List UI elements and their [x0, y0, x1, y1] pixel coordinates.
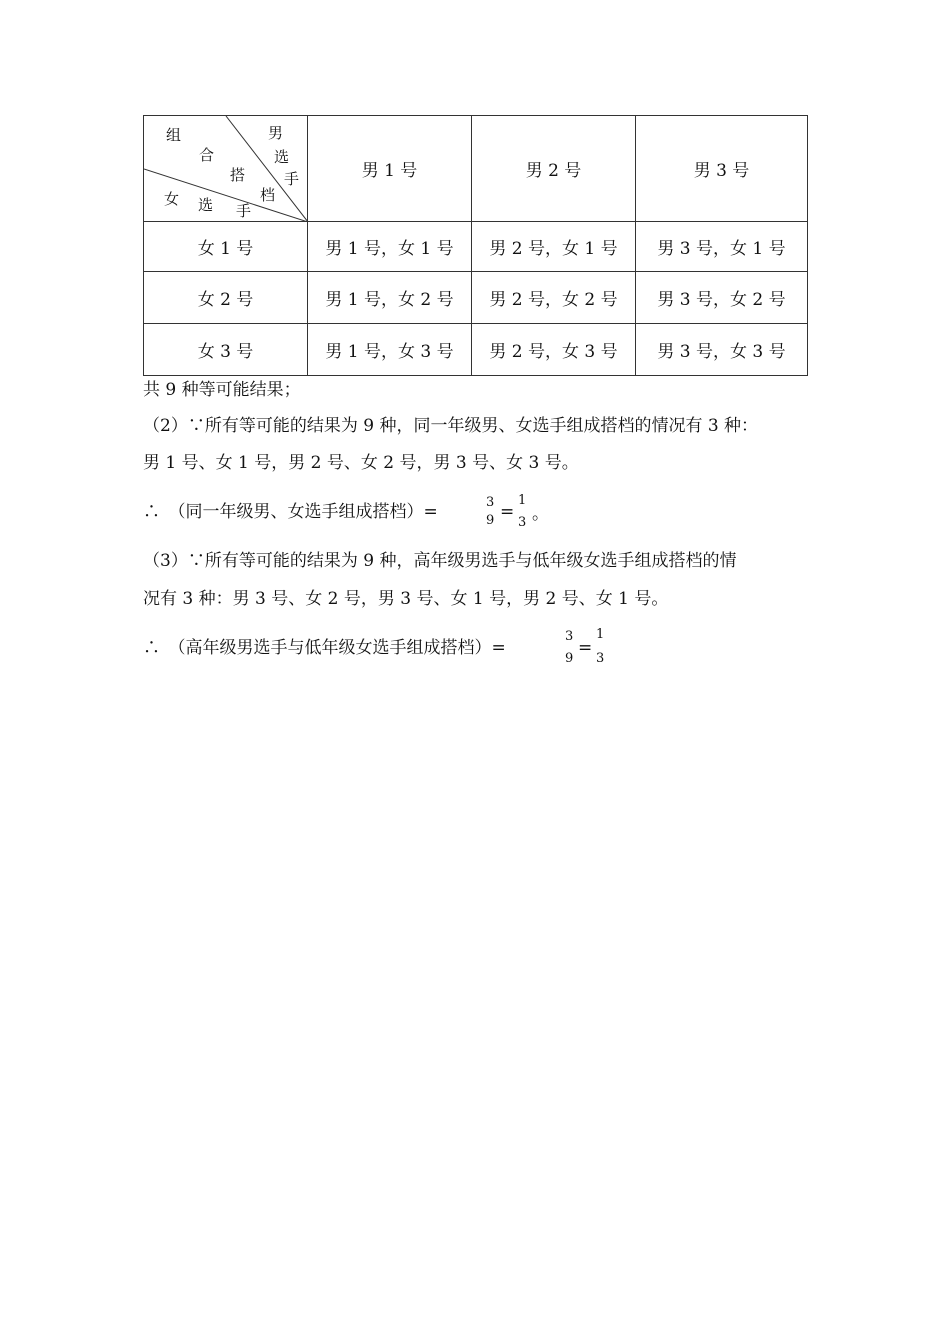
- pairing-table: [143, 115, 808, 376]
- column-header: 男 1 号: [308, 116, 472, 222]
- fraction-denominator: 3: [596, 651, 605, 666]
- equals-sign: =: [500, 502, 515, 522]
- column-header: 男 3 号: [636, 116, 808, 222]
- part3-result: ∴ （高年级男选手与低年级女选手组成搭档）=: [143, 638, 506, 658]
- table-cell: 男 1 号，女 1 号: [308, 222, 472, 272]
- table-row: [144, 324, 808, 376]
- fraction-numerator: 3: [486, 495, 495, 510]
- equals-sign: =: [578, 638, 593, 658]
- part3-line2: 况有 3 种：男 3 号、女 2 号，男 3 号、女 1 号，男 2 号、女 1 号。: [143, 589, 669, 609]
- corner-char: 搭: [230, 166, 246, 184]
- part2-line1: （2）∵所有等可能的结果为 9 种，同一年级男、女选手组成搭档的情况有 3 种：: [143, 416, 759, 436]
- table-cell: 男 2 号，女 3 号: [472, 324, 636, 376]
- table-cell: 男 1 号，女 3 号: [308, 324, 472, 376]
- table-cell: 男 3 号，女 2 号: [636, 272, 808, 324]
- part2-line2: 男 1 号、女 1 号，男 2 号、女 2 号，男 3 号、女 3 号。: [143, 453, 579, 473]
- fraction-numerator: 1: [518, 493, 527, 508]
- table-header-row: [144, 116, 808, 222]
- table-corner-cell: [144, 116, 308, 222]
- corner-char: 档: [260, 186, 276, 204]
- part2-result: ∴ （同一年级男、女选手组成搭档）=: [143, 502, 438, 522]
- row-header: 女 2 号: [144, 272, 308, 324]
- corner-char: 女: [164, 190, 180, 208]
- table-cell: 男 3 号，女 3 号: [636, 324, 808, 376]
- fraction-numerator: 3: [565, 629, 574, 644]
- period: 。: [532, 504, 549, 524]
- corner-char: 合: [199, 146, 215, 164]
- corner-char: 选: [274, 148, 290, 166]
- corner-char: 手: [284, 170, 300, 188]
- fraction-denominator: 9: [565, 651, 574, 666]
- row-header: 女 1 号: [144, 222, 308, 272]
- corner-char: 组: [166, 126, 182, 144]
- part3-line1: （3）∵所有等可能的结果为 9 种，高年级男选手与低年级女选手组成搭档的情: [143, 551, 737, 571]
- table-row: [144, 222, 808, 272]
- corner-char: 手: [236, 202, 252, 220]
- row-header: 女 3 号: [144, 324, 308, 376]
- fraction-denominator: 3: [518, 515, 527, 530]
- corner-char: 选: [198, 196, 214, 214]
- table-row: [144, 272, 808, 324]
- table-cell: 男 2 号，女 2 号: [472, 272, 636, 324]
- total-outcomes-text: 共 9 种等可能结果；: [143, 380, 301, 400]
- corner-char: 男: [268, 124, 284, 142]
- table-cell: 男 2 号，女 1 号: [472, 222, 636, 272]
- table-cell: 男 3 号，女 1 号: [636, 222, 808, 272]
- table-cell: 男 1 号，女 2 号: [308, 272, 472, 324]
- column-header: 男 2 号: [472, 116, 636, 222]
- fraction-denominator: 9: [486, 513, 495, 528]
- fraction-numerator: 1: [596, 627, 605, 642]
